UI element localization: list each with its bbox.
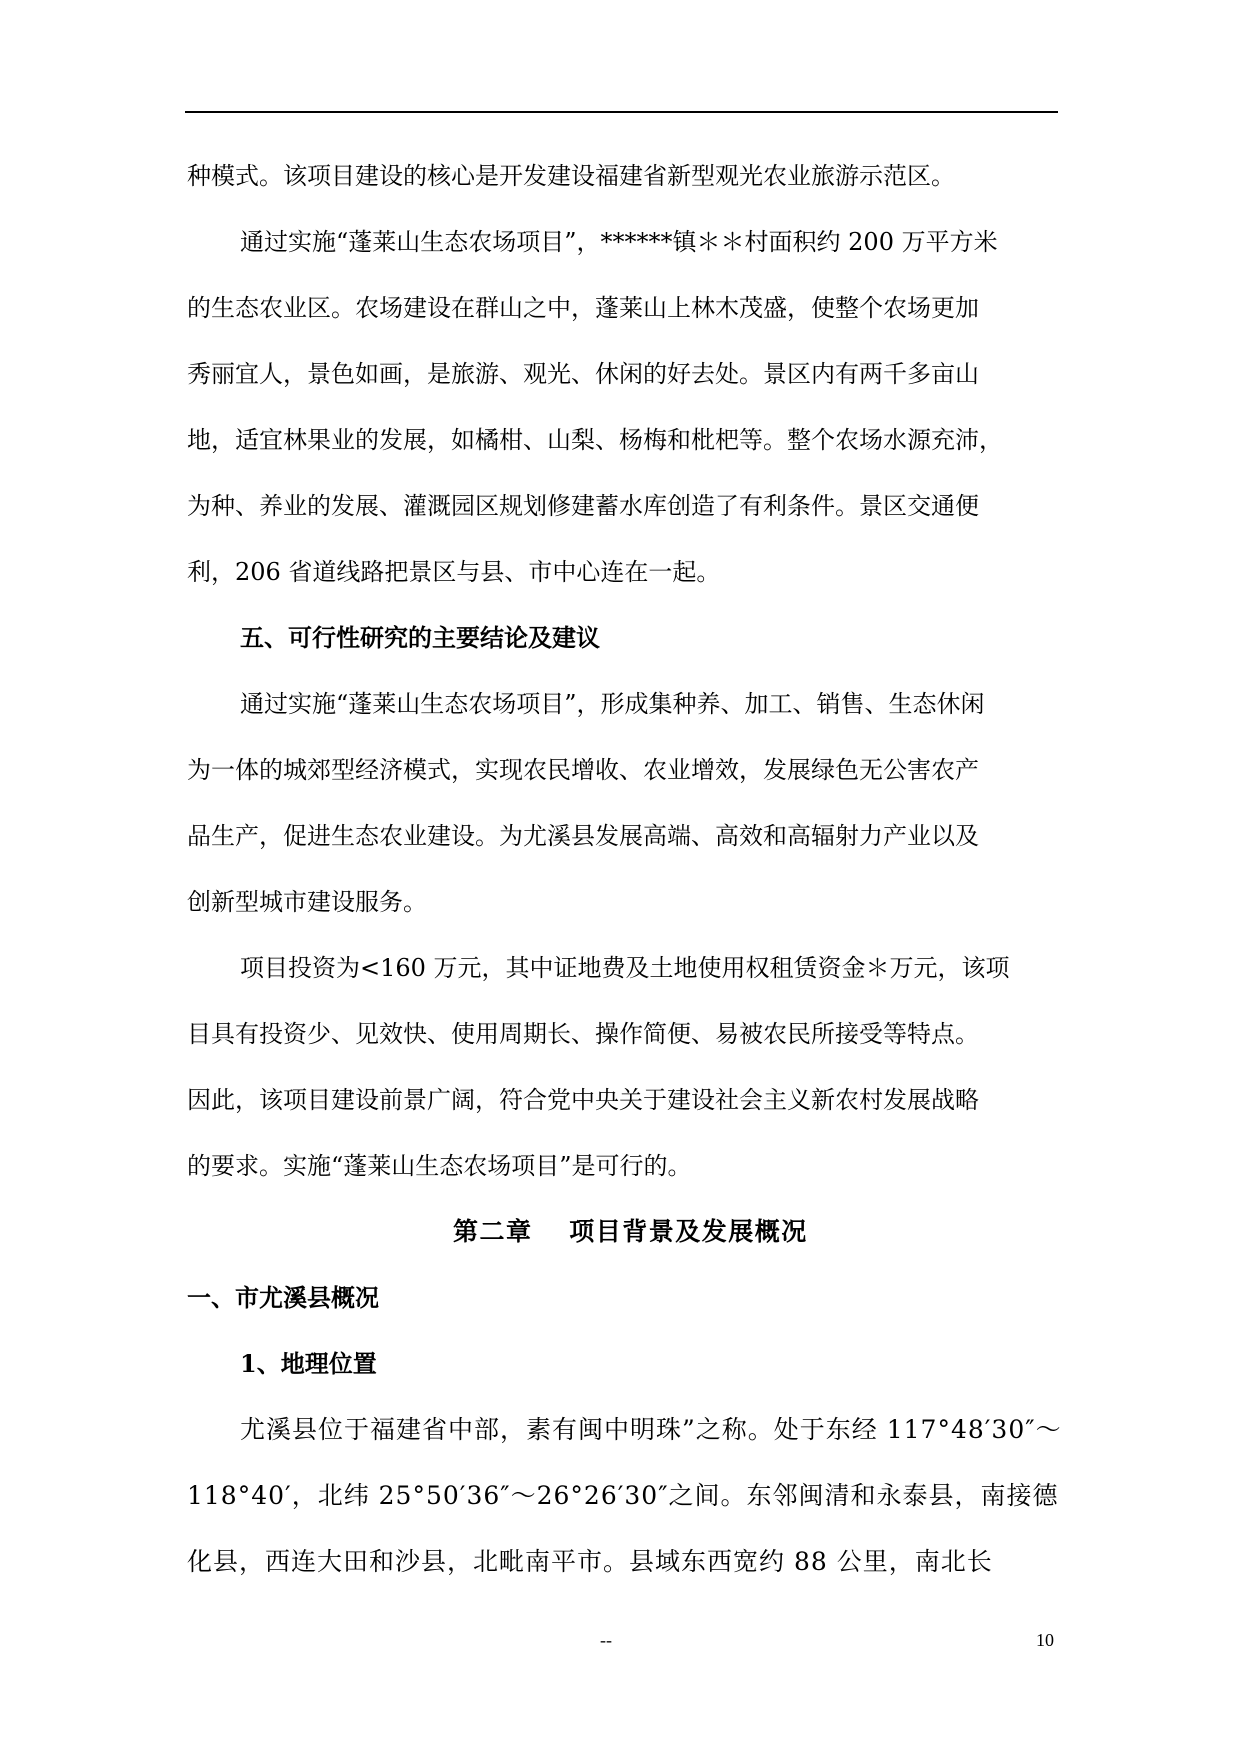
paragraph-line: 的要求。实施“蓬莱山生态农场项目”是可行的。 — [187, 1152, 692, 1180]
footer-dash: -- — [600, 1630, 612, 1650]
section-heading: 五、可行性研究的主要结论及建议 — [240, 623, 600, 652]
subsection-heading: 1、地理位置 — [240, 1349, 377, 1378]
page-number: 10 — [1036, 1630, 1054, 1650]
header-rule — [185, 111, 1058, 113]
paragraph-line: 目具有投资少、见效快、使用周期长、操作简便、易被农民所接受等特点。 — [187, 1020, 979, 1048]
paragraph-line: 利，206 省道线路把景区与县、市中心连在一起。 — [187, 558, 721, 586]
paragraph-line: 因此，该项目建设前景广阔，符合党中央关于建设社会主义新农村发展战略 — [187, 1086, 979, 1114]
paragraph-line: 为一体的城郊型经济模式，实现农民增收、农业增效，发展绿色无公害农产 — [187, 756, 979, 784]
paragraph-line: 地，适宜林果业的发展，如橘柑、山梨、杨梅和枇杷等。整个农场水源充沛， — [187, 426, 1003, 454]
paragraph-line: 尤溪县位于福建省中部，素有闽中明珠”之称。处于东经 117°48′30″～ — [240, 1415, 1062, 1444]
paragraph-line: 通过实施“蓬莱山生态农场项目”，******镇＊＊村面积约 200 万平方米 — [240, 228, 998, 256]
chapter-title: 第二章 项目背景及发展概况 — [453, 1217, 808, 1246]
paragraph-line: 创新型城市建设服务。 — [187, 888, 427, 916]
paragraph-line: 品生产，促进生态农业建设。为尤溪县发展高端、高效和高辐射力产业以及 — [187, 822, 979, 850]
paragraph-line: 118°40′，北纬 25°50′36″～26°26′30″之间。东邻闽清和永泰县，南接德 — [187, 1481, 1059, 1510]
paragraph-line: 通过实施“蓬莱山生态农场项目”，形成集种养、加工、销售、生态休闲 — [240, 690, 985, 718]
paragraph-line: 秀丽宜人，景色如画，是旅游、观光、休闲的好去处。景区内有两千多亩山 — [187, 360, 979, 388]
section-heading: 一、市尤溪县概况 — [187, 1283, 379, 1312]
paragraph-line: 的生态农业区。农场建设在群山之中，蓬莱山上林木茂盛，使整个农场更加 — [187, 294, 979, 322]
paragraph-line: 化县，西连大田和沙县，北毗南平市。县域东西宽约 88 公里，南北长 — [187, 1547, 993, 1576]
paragraph-line: 为种、养业的发展、灌溉园区规划修建蓄水库创造了有利条件。景区交通便 — [187, 492, 979, 520]
paragraph-line: 种模式。该项目建设的核心是开发建设福建省新型观光农业旅游示范区。 — [187, 162, 955, 190]
paragraph-line: 项目投资为<160 万元，其中证地费及土地使用权租赁资金＊万元，该项 — [240, 954, 1010, 982]
